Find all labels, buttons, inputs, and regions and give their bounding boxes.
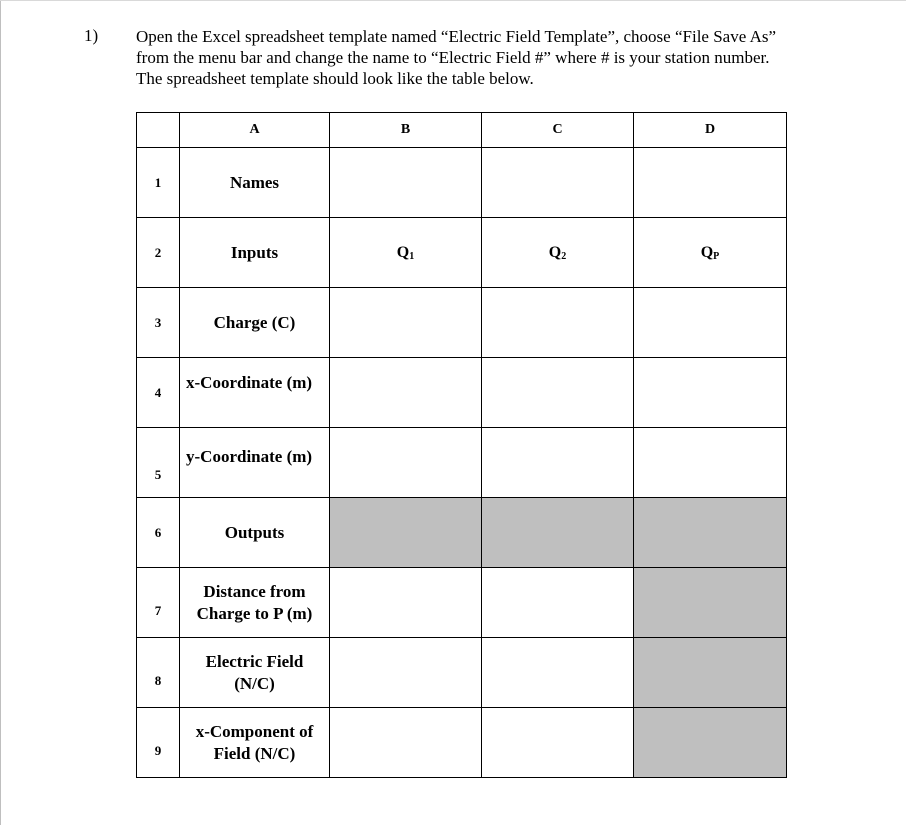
cell-b-q1 <box>330 218 482 288</box>
row-number: 7 <box>137 568 180 638</box>
cell-b <box>330 288 482 358</box>
qp-subscript: P <box>713 250 720 262</box>
row-label-line-2: (N/C) <box>234 673 275 693</box>
table-row <box>137 638 787 708</box>
row-number: 5 <box>137 428 180 498</box>
cell-b <box>330 708 482 778</box>
row-label: Charge (C) <box>180 288 330 358</box>
cell-d <box>634 288 787 358</box>
instruction-line-1: Open the Excel spreadsheet template named “Electric Field Template”, choose “File Save As” <box>136 27 777 46</box>
row-label-line-1: x-Component of <box>195 721 314 741</box>
row-label: Inputs <box>180 218 330 288</box>
row-label: Names <box>180 148 330 218</box>
cell-b <box>330 148 482 218</box>
row-number: 2 <box>137 218 180 288</box>
table-row <box>137 358 787 428</box>
row-number: 3 <box>137 288 180 358</box>
shaded-cell-d <box>634 638 787 708</box>
table-row <box>137 218 787 288</box>
page-left-border <box>0 0 1 825</box>
row-number: 9 <box>137 708 180 778</box>
row-number: 4 <box>137 358 180 428</box>
cell-d <box>634 428 787 498</box>
row-label: y-Coordinate (m) <box>180 428 330 498</box>
corner-cell <box>137 113 180 148</box>
cell-d-qp <box>634 218 787 288</box>
row-label-line-2: Field (N/C) <box>213 743 296 763</box>
cell-c-q2 <box>482 218 634 288</box>
table-row <box>137 288 787 358</box>
row-label: Outputs <box>180 498 330 568</box>
row-label-line-1: Distance from <box>203 581 306 601</box>
column-header-d: D <box>634 113 787 148</box>
q2-symbol: Q <box>548 243 562 261</box>
row-label: x-Coordinate (m) <box>180 358 330 428</box>
shaded-cell-d <box>634 708 787 778</box>
cell-c <box>482 148 634 218</box>
cell-c <box>482 358 634 428</box>
qp-symbol: Q <box>700 243 714 261</box>
row-number: 6 <box>137 498 180 568</box>
shaded-cell-b <box>330 498 482 568</box>
row-label <box>180 708 330 778</box>
table-row <box>137 708 787 778</box>
row-label-line-1: Electric Field <box>205 651 304 671</box>
instruction-line-3: The spreadsheet template should look like the table below. <box>136 69 534 88</box>
shaded-cell-c <box>482 498 634 568</box>
cell-d <box>634 358 787 428</box>
page-top-border <box>0 0 906 1</box>
instruction-paragraph <box>136 26 836 89</box>
row-number: 1 <box>137 148 180 218</box>
row-label-line-2: Charge to P (m) <box>196 603 313 623</box>
header-row <box>137 113 787 148</box>
table-row <box>137 428 787 498</box>
q1-subscript: 1 <box>409 250 415 262</box>
cell-b <box>330 428 482 498</box>
shaded-cell-d <box>634 568 787 638</box>
cell-d <box>634 148 787 218</box>
column-header-c: C <box>482 113 634 148</box>
shaded-cell-d <box>634 498 787 568</box>
cell-b <box>330 568 482 638</box>
row-label <box>180 638 330 708</box>
cell-c <box>482 428 634 498</box>
cell-b <box>330 638 482 708</box>
table-row <box>137 498 787 568</box>
cell-c <box>482 708 634 778</box>
column-header-b: B <box>330 113 482 148</box>
q2-subscript: 2 <box>561 250 567 262</box>
spreadsheet-template-table <box>136 112 787 778</box>
table-row <box>137 568 787 638</box>
column-header-a: A <box>180 113 330 148</box>
cell-c <box>482 288 634 358</box>
instruction-line-2: from the menu bar and change the name to “Electric Field #” where # is your station number. <box>136 48 770 67</box>
cell-c <box>482 568 634 638</box>
cell-c <box>482 638 634 708</box>
cell-b <box>330 358 482 428</box>
list-item-number: 1) <box>84 26 99 45</box>
table-row <box>137 148 787 218</box>
q1-symbol: Q <box>396 243 410 261</box>
row-label <box>180 568 330 638</box>
row-number: 8 <box>137 638 180 708</box>
